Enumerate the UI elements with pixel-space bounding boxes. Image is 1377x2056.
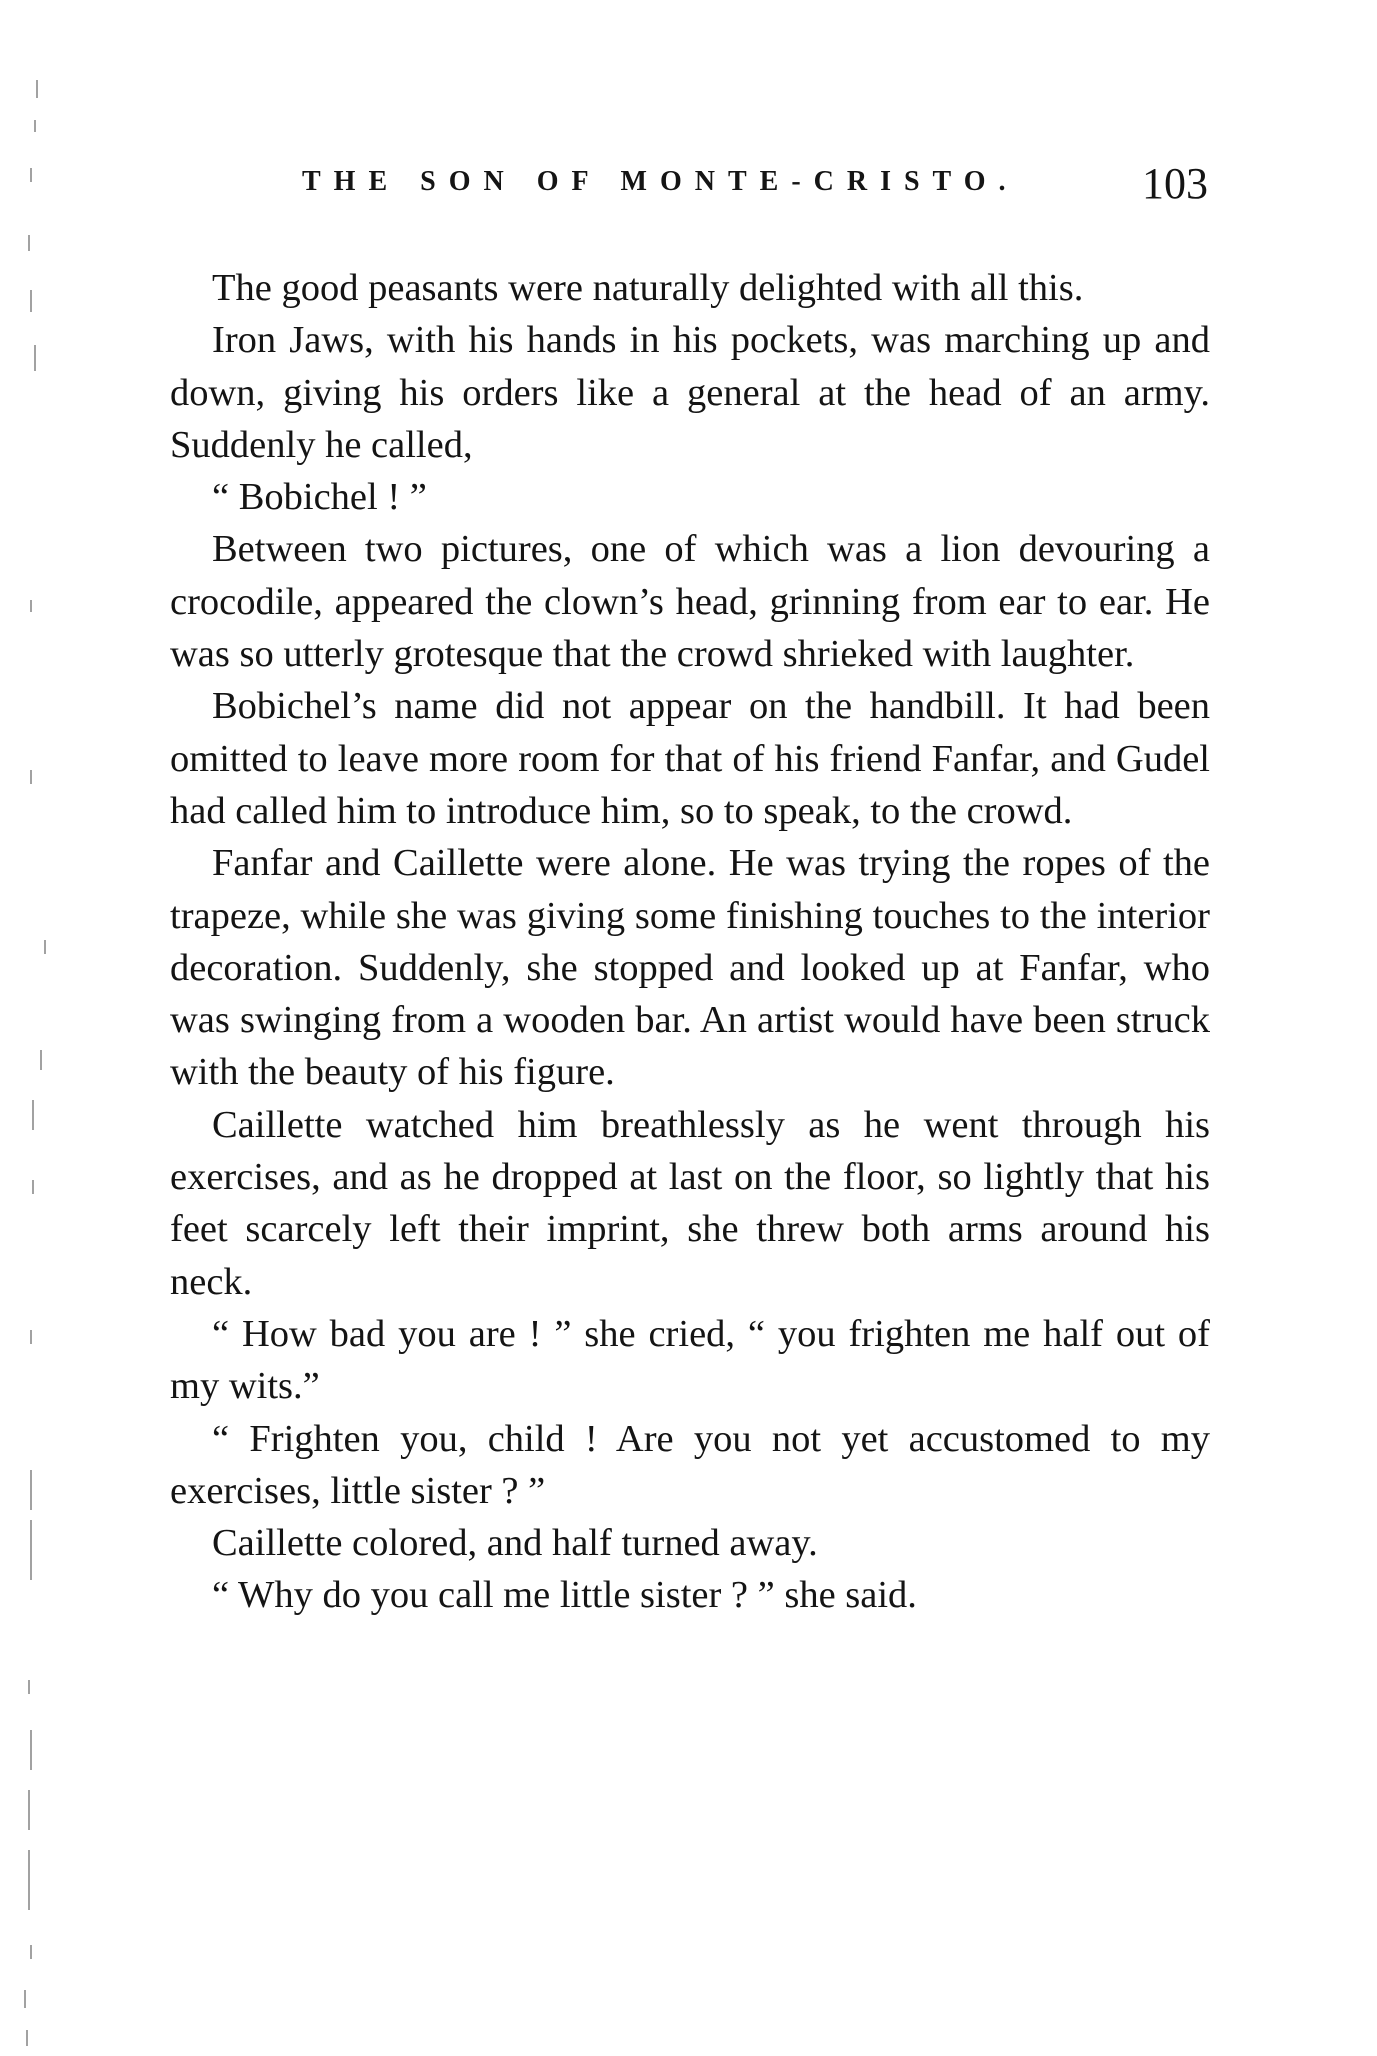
paragraph: “ How bad you are ! ” she cried, “ you frighten me half out of my wits.” — [170, 1312, 1210, 1408]
running-head — [168, 158, 1208, 218]
running-title: THE SON OF MONTE-CRISTO. — [302, 166, 1019, 197]
paragraph: The good peasants were naturally delighted with all this. — [212, 267, 1084, 309]
paragraph: Caillette colored, and half turned away. — [212, 1522, 818, 1565]
paragraph: Iron Jaws, with his hands in his pockets, was marching up and down, giving his orders like a general at the head of an army. Suddenly he called, — [170, 319, 1210, 466]
paragraph: “ Why do you call me little sister ? ” she said. — [212, 1574, 917, 1617]
paragraph: “ Frighten you, child ! Are you not yet accustomed to my exercises, little sister ? ” — [170, 1417, 1210, 1512]
body-text — [170, 262, 1210, 1622]
paragraph: Fanfar and Caillette were alone. He was trying the ropes of the trapeze, while she was giving some finishing touches to the interior decoration. Suddenly, she stopped and looked up at Fanfar, who was swinging from a wooden bar. An artist would have been struck with the beauty of his figure. — [170, 842, 1210, 1094]
paragraph: Bobichel’s name did not appear on the handbill. It had been omitted to leave more room for that of his friend Fanfar, and Gudel had called him to introduce him, so to speak, to the crowd. — [170, 685, 1210, 832]
paragraph: “ Bobichel ! ” — [212, 476, 427, 519]
paragraph: Between two pictures, one of which was a lion devouring a crocodile, appeared the clown’s head, grinning from ear to ear. He was so utterly grotesque that the crowd shrieked with laughter. — [170, 528, 1210, 676]
page-number: 103 — [1142, 159, 1208, 208]
paragraph: Caillette watched him breathlessly as he went through his exercises, and as he dropped at last on the floor, so lightly that his feet scarcely left their imprint, she threw both arms around his neck. — [170, 1103, 1210, 1303]
margin-scan-marks — [0, 0, 80, 2056]
